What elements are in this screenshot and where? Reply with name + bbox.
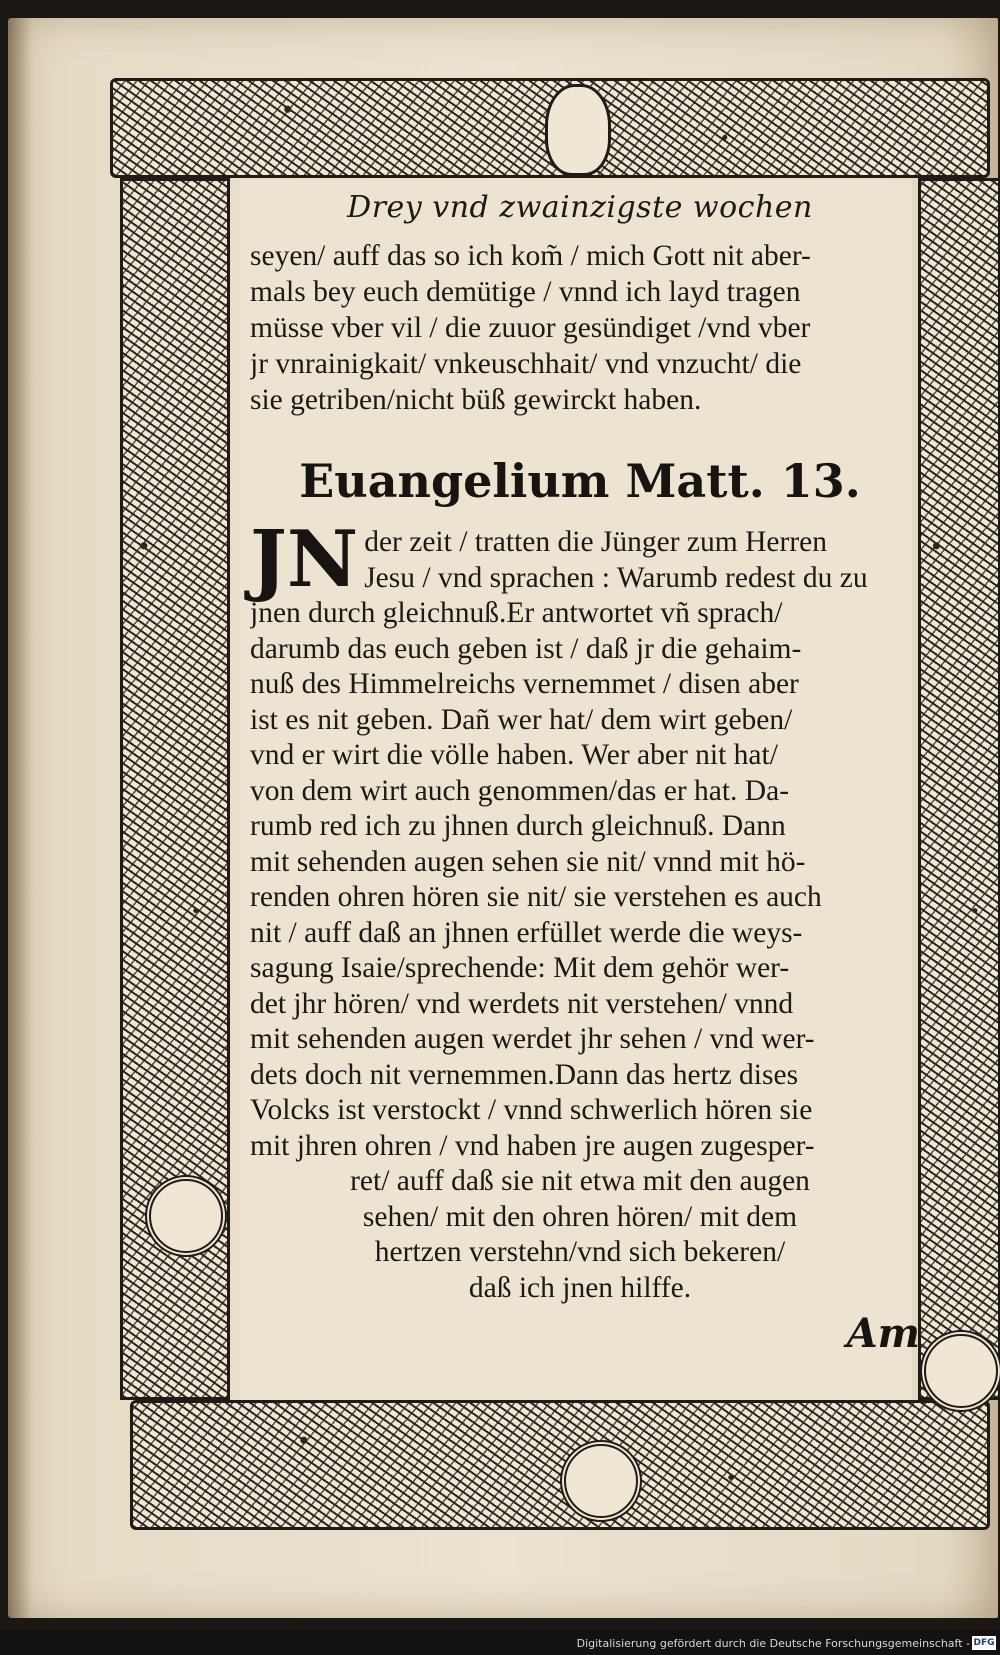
catchword: Am: [846, 1310, 920, 1357]
text-line: sagung Isaie/sprechende: Mit dem gehör wer-: [250, 952, 790, 984]
text-line: dets doch nit vernemmen.Dann das hertz dises: [250, 1058, 799, 1091]
text-line: vnd er wirt die völle haben. Wer aber nit hat/: [250, 739, 778, 771]
woodcut-face-ornament: [545, 84, 611, 176]
text-line: jr vnrainigkait/ vnkeuschhait/ vnd vnzucht/ die: [250, 348, 802, 380]
text-line: darumb das euch geben ist / daß jr die gehaim-: [250, 632, 802, 665]
text-line: ist es nit geben. Dañ wer hat/ dem wirt geben/: [250, 703, 793, 736]
text-line: renden ohren hören sie nit/ sie verstehen es auch: [250, 881, 822, 913]
text-line: jnen durch gleichnuß.Er antwortet vñ sprach/: [250, 597, 783, 629]
gospel-heading: Euangelium Matt. 13.: [299, 454, 861, 508]
text-line: Jesu / vnd sprachen : Warumb redest du zu: [364, 561, 868, 594]
drop-cap-initial: JN: [250, 514, 359, 605]
text-line: daß ich jnen hilffe.: [468, 1271, 692, 1304]
funding-credit: Digitalisierung gefördert durch die Deutsche Forschungsgemeinschaft -: [576, 1637, 970, 1650]
woodcut-border-right: [918, 178, 998, 1400]
running-head: Drey vnd zwainzigste wochen: [347, 190, 813, 225]
page-gutter-shadow: [8, 18, 32, 1618]
woodcut-spiral-ornament: [920, 1330, 1000, 1412]
text-line: mit jhren ohren / vnd haben jre augen zugesper-: [250, 1129, 815, 1162]
text-line: sehen/ mit den ohren hören/ mit dem: [362, 1200, 798, 1233]
text-line: ret/ auff daß sie nit etwa mit den augen: [350, 1165, 810, 1197]
text-line: von dem wirt auch genommen/das er hat. Da-: [250, 774, 790, 807]
text-line: seyen/ auff das so ich kom̃ / mich Gott nit aber-: [250, 240, 811, 272]
text-line: hertzen verstehn/vnd sich bekeren/: [374, 1236, 786, 1268]
woodcut-spiral-ornament: [560, 1440, 642, 1522]
text-line: Volcks ist verstockt / vnnd schwerlich hören sie: [250, 1094, 813, 1126]
epistle-text: [250, 238, 910, 418]
text-line: der zeit / tratten die Jünger zum Herren: [364, 526, 827, 558]
text-line: nit / auff daß an jhnen erfüllet werde die weys-: [250, 916, 803, 949]
text-line: sie getriben/nicht büß gewirckt haben.: [250, 384, 702, 416]
text-line: mals bey euch demütige / vnnd ich layd tragen: [250, 276, 801, 308]
text-line: mit sehenden augen werdet jhr sehen / vnd wer-: [250, 1023, 815, 1055]
woodcut-spiral-ornament: [145, 1175, 227, 1257]
text-line: mit sehenden augen sehen sie nit/ vnnd mit hö-: [250, 845, 806, 878]
text-line: müsse vber vil / die zuuor gesündiget /vnd vber: [250, 312, 811, 344]
text-line: det jhr hören/ vnd werdets nit verstehen/ vnnd: [250, 987, 794, 1020]
gospel-text: [250, 514, 910, 1306]
dfg-logo: DFG: [973, 1638, 995, 1648]
woodcut-border-bottom: [130, 1400, 990, 1530]
text-line: nuß des Himmelreichs vernemmet / disen aber: [250, 668, 799, 700]
text-line: rumb red ich zu jhnen durch gleichnuß. Dann: [250, 810, 786, 842]
